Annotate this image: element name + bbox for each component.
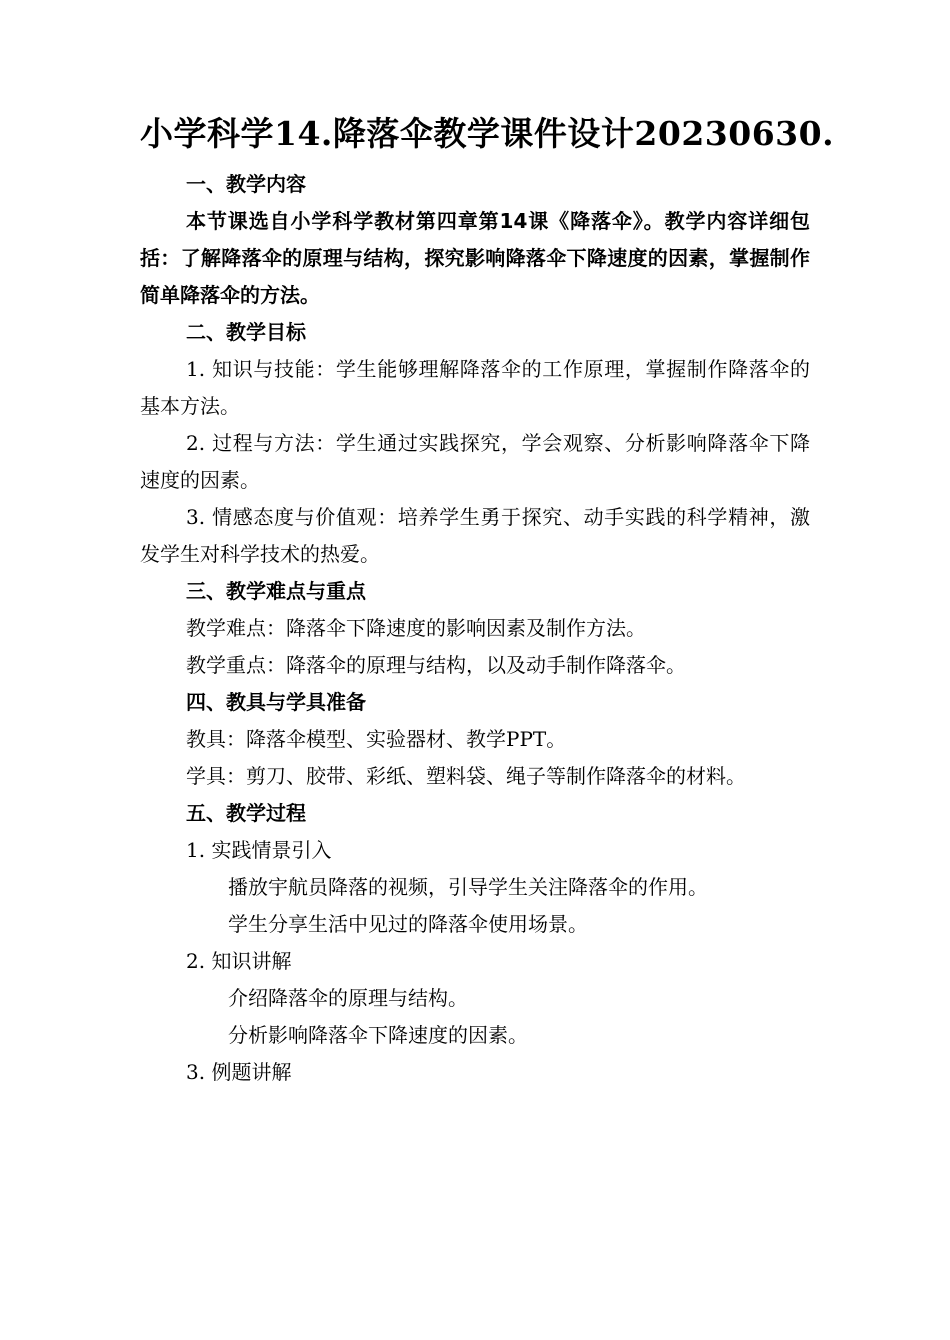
section-heading-difficulties: 三、教学难点与重点 <box>186 579 366 603</box>
process-step-line: 介绍降落伞的原理与结构。 <box>228 986 468 1010</box>
content-paragraph: 本节课选自小学科学教材第四章第14课《降落伞》。教学内容详细包括：了解降落伞的原理与结构，探究影响降落伞下降速度的因素，掌握制作简单降落伞的方法。 <box>140 209 810 307</box>
section-heading-materials: 四、教具与学具准备 <box>186 690 366 714</box>
section-heading-process: 五、教学过程 <box>186 801 306 825</box>
objective-item: 2. 过程与方法：学生通过实践探究，学会观察、分析影响降落伞下降速度的因素。 <box>140 431 810 492</box>
process-step-line: 播放宇航员降落的视频，引导学生关注降落伞的作用。 <box>228 875 708 899</box>
key-point-line: 教学重点：降落伞的原理与结构，以及动手制作降落伞。 <box>186 653 686 677</box>
process-step-label: 1. 实践情景引入 <box>186 838 332 862</box>
student-materials-line: 学具：剪刀、胶带、彩纸、塑料袋、绳子等制作降落伞的材料。 <box>186 764 746 788</box>
teacher-materials-line: 教具：降落伞模型、实验器材、教学PPT。 <box>186 727 567 751</box>
document-page <box>0 110 950 1340</box>
objective-item: 3. 情感态度与价值观：培养学生勇于探究、动手实践的科学精神，激发学生对科学技术的热爱。 <box>140 505 810 566</box>
process-step-line: 学生分享生活中见过的降落伞使用场景。 <box>228 912 588 936</box>
process-step-line: 分析影响降落伞下降速度的因素。 <box>228 1023 528 1047</box>
section-heading-objectives: 二、教学目标 <box>186 320 306 344</box>
process-step-label: 2. 知识讲解 <box>186 949 292 973</box>
process-step-label: 3. 例题讲解 <box>186 1060 292 1084</box>
document-title: 小学科学14.降落伞教学课件设计20230630. <box>140 114 835 153</box>
section-heading-content: 一、教学内容 <box>186 172 306 196</box>
objective-item: 1. 知识与技能：学生能够理解降落伞的工作原理，掌握制作降落伞的基本方法。 <box>140 357 810 418</box>
difficulty-line: 教学难点：降落伞下降速度的影响因素及制作方法。 <box>186 616 646 640</box>
